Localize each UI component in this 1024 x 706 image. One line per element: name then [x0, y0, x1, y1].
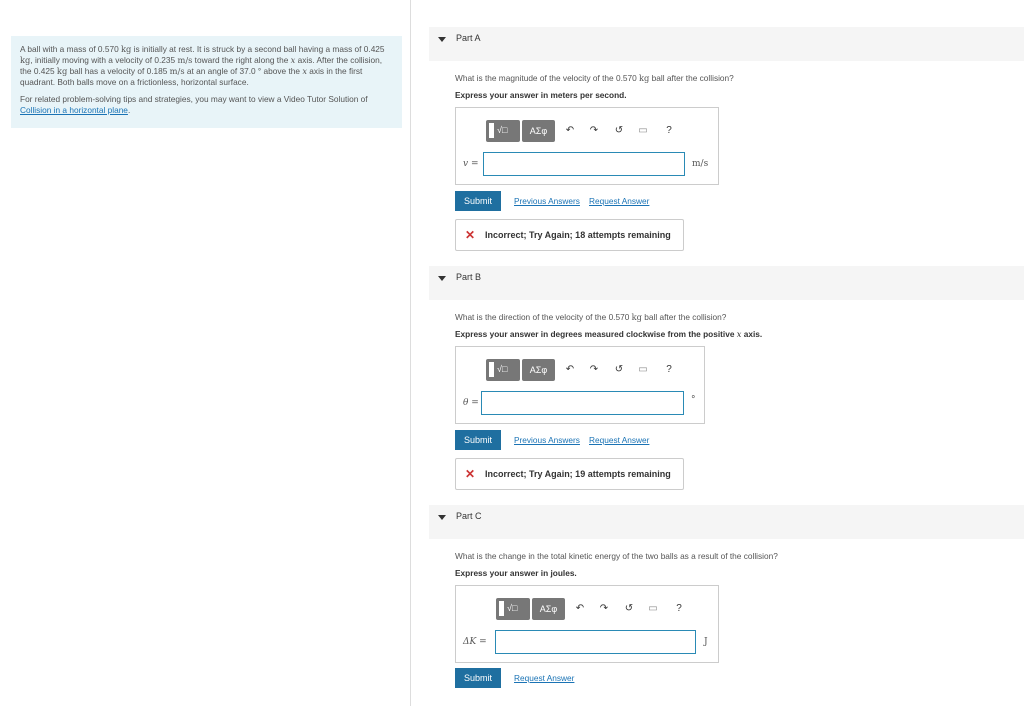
- part-a-previous-answers-link[interactable]: Previous Answers: [514, 196, 580, 206]
- part-a-submit-button[interactable]: Submit: [455, 191, 501, 211]
- video-tutor-link[interactable]: Collision in a horizontal plane: [20, 105, 128, 115]
- feedback-text: Incorrect; Try Again; 19 attempts remaining: [485, 469, 671, 479]
- part-c-title: Part C: [456, 511, 482, 521]
- velocity-label: v =: [463, 159, 479, 169]
- redo-icon[interactable]: ↷: [589, 125, 599, 136]
- theta-label: θ =: [463, 398, 479, 408]
- theta-input[interactable]: [481, 391, 684, 415]
- collapse-triangle-icon[interactable]: [438, 37, 446, 42]
- templates-button[interactable]: √□: [486, 120, 520, 142]
- undo-icon[interactable]: ↶: [565, 125, 575, 136]
- block-icon: [489, 123, 494, 138]
- incorrect-x-icon: ✕: [465, 467, 476, 481]
- part-b-previous-answers-link[interactable]: Previous Answers: [514, 435, 580, 445]
- block-icon: [499, 601, 504, 616]
- delta-k-label: ΔK =: [463, 637, 487, 647]
- problem-pane: [0, 0, 411, 706]
- greek-symbols-button[interactable]: ΑΣφ: [522, 359, 555, 381]
- part-c-instruction: Express your answer in joules.: [455, 568, 577, 578]
- undo-icon[interactable]: ↶: [575, 603, 585, 614]
- part-c-submit-button[interactable]: Submit: [455, 668, 501, 688]
- part-a-instruction: Express your answer in meters per second.: [455, 90, 627, 100]
- part-b-feedback: [455, 458, 684, 490]
- collapse-triangle-icon[interactable]: [438, 515, 446, 520]
- templates-button[interactable]: √□: [496, 598, 530, 620]
- part-c-header[interactable]: [429, 505, 1024, 539]
- part-a-title: Part A: [456, 33, 481, 43]
- help-icon[interactable]: ?: [676, 603, 682, 614]
- joule-unit-label: J: [704, 637, 708, 647]
- problem-text: A ball with a mass of 0.570 kg is initially at rest. It is struck by a second ball having a mass of 0.425 kg, initially moving with a velocity of 0.235 m/s toward the right along the x axis. After the collision, the 0.425 kg ball has a velocity of 0.185 m/s at an angle of 37.0 ° above the x axis in the first quadrant. Both balls move on a frictionless, horizontal surface.: [20, 44, 385, 87]
- degree-unit-label: °: [691, 395, 696, 405]
- part-b-submit-button[interactable]: Submit: [455, 430, 501, 450]
- undo-icon[interactable]: ↶: [565, 364, 575, 375]
- part-c-answer-box: [455, 585, 719, 663]
- part-b-request-answer-link[interactable]: Request Answer: [589, 435, 650, 445]
- part-c-question: What is the change in the total kinetic energy of the two balls as a result of the collision?: [455, 551, 778, 561]
- velocity-input[interactable]: [483, 152, 685, 176]
- part-b-question: What is the direction of the velocity of the 0.570 kg ball after the collision?: [455, 312, 727, 322]
- reset-icon[interactable]: ↺: [614, 364, 624, 375]
- related-tips: For related problem-solving tips and strategies, you may want to view a Video Tutor Solution of Collision in a horizontal plane.: [20, 94, 368, 115]
- greek-symbols-button[interactable]: ΑΣφ: [532, 598, 565, 620]
- part-a-feedback: [455, 219, 684, 251]
- part-a-request-answer-link[interactable]: Request Answer: [589, 196, 650, 206]
- problem-statement: [11, 36, 402, 128]
- part-b-answer-box: [455, 346, 705, 424]
- part-b-instruction: Express your answer in degrees measured clockwise from the positive x axis.: [455, 329, 763, 339]
- greek-symbols-button[interactable]: ΑΣφ: [522, 120, 555, 142]
- collapse-triangle-icon[interactable]: [438, 276, 446, 281]
- reset-icon[interactable]: ↺: [614, 125, 624, 136]
- templates-button[interactable]: √□: [486, 359, 520, 381]
- help-icon[interactable]: ?: [666, 364, 672, 375]
- redo-icon[interactable]: ↷: [599, 603, 609, 614]
- keyboard-icon[interactable]: ▭: [638, 364, 648, 375]
- incorrect-x-icon: ✕: [465, 228, 476, 242]
- part-b-header[interactable]: [429, 266, 1024, 300]
- keyboard-icon[interactable]: ▭: [648, 603, 658, 614]
- part-a-header[interactable]: [429, 27, 1024, 61]
- delta-k-input[interactable]: [495, 630, 696, 654]
- part-b-title: Part B: [456, 272, 482, 282]
- part-c-request-answer-link[interactable]: Request Answer: [514, 673, 575, 683]
- keyboard-icon[interactable]: ▭: [638, 125, 648, 136]
- help-icon[interactable]: ?: [666, 125, 672, 136]
- unit-label: m/s: [692, 159, 709, 169]
- feedback-text: Incorrect; Try Again; 18 attempts remaining: [485, 230, 671, 240]
- part-a-answer-box: [455, 107, 719, 185]
- part-a-question: What is the magnitude of the velocity of the 0.570 kg ball after the collision?: [455, 73, 734, 83]
- reset-icon[interactable]: ↺: [624, 603, 634, 614]
- redo-icon[interactable]: ↷: [589, 364, 599, 375]
- block-icon: [489, 362, 494, 377]
